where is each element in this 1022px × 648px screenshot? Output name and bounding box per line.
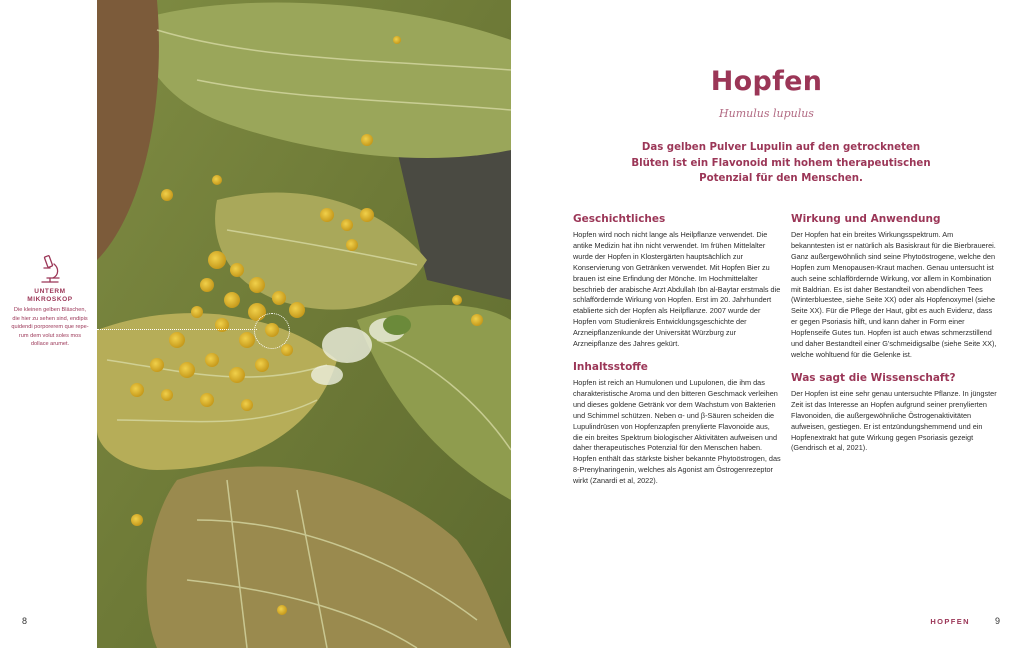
microscope-icon — [37, 254, 63, 284]
heading-history: Geschichtliches — [573, 213, 666, 225]
text-effect: Der Hopfen hat ein breites Wirkungsspektrum. Am bekanntesten ist er natürlich als Basiskraut für die Bierbrauerei. Ganz außergewöhnlich sind seine Phytoöstrogene, welche den Hopfen zum Menopausen-Kraut machen. Genau untersucht ist auch seine schlaffördernde Wirkung, vor allem in Kombination mit Baldrian. Es ist daher Bestandteil von abendlichen Tees (Winterbluestee, siehe Seite XX) oder als Hopfenoxymel (siehe Seite XX). Für die Pflege der Haut, gibt es auch Evidenz, dass er gegen Psoriasis hilft, und kann daher in Form einer Hopfenseife Gutes tun. Hopfen ist auch etwas schmerzstillend und daher Bestandteil einer G'schmeidigsalbe (siehe Seite XX), welche wohltuend für die Gelenke ist. — [791, 230, 997, 359]
latin-name: Humulus lupulus — [719, 107, 814, 120]
heading-effect: Wirkung und Anwendung — [791, 213, 941, 225]
page-number-right: 9 — [994, 616, 1000, 626]
microscope-caption: Die kleinen gelben Bläschen, die hier zu sehen sind, endipis quidendi porporerem que reperum dem volut soles mos dollace arumet. — [11, 307, 89, 348]
microscope-annotation — [10, 254, 90, 349]
microscope-title-line1: UNTERM — [34, 288, 66, 295]
text-ingredients: Hopfen ist reich an Humulonen und Lupulonen, die ihm das charakteristische Aroma und den bitteren Geschmack verleihen und dieses goldene Getränk vor dem Wachstum von Bakterien und Schimmel schützen. Neben α- und β-Säuren scheiden die Lupulindrüsen von Hopfenzapfen prenylierte Flavonoide aus, die ein breites Spektrum biologischer Aktivitäten aufweisen und daher therapeutisches Potenzial für den Menschen haben. Hopfen enthält das stärkste bisher bekannte Phytoöstrogen, das 8-Prenylnaringenin, welches als Agonist am Östrogenrezeptor wirkt (Zanardi et al, 2022). — [573, 377, 781, 486]
column-right — [791, 212, 999, 464]
column-left — [573, 212, 781, 497]
heading-ingredients: Inhaltsstoffe — [573, 360, 648, 373]
microscope-title-line2: MIKROSKOP — [27, 296, 73, 303]
page-number-left: 8 — [22, 616, 28, 626]
callout-dotted-circle — [254, 313, 290, 349]
hop-photo-illustration — [97, 0, 511, 648]
hop-microscope-photo — [97, 0, 511, 648]
lead-paragraph: Das gelben Pulver Lupulin auf den getrockneten Blüten ist ein Flavonoid mit hohem therapeutischen Potenzial für den Menschen. — [631, 142, 931, 184]
right-page — [511, 0, 1022, 648]
text-science: Der Hopfen ist eine sehr genau untersuchte Pflanze. In jüngster Zeit ist das Interesse an Hopfen aufgrund seiner prenylierten Flavonoiden, die außergewöhnliche Östrogenaktivitäten aufweisen, gestiegen. Er ist entzündungshemmend und ein Hopfenextrakt hat gute Wirkung gegen Psoriasis gezeigt (Gendrisch et al, 2021). — [791, 388, 997, 453]
text-history: Hopfen wird noch nicht lange als Heilpflanze verwendet. Die antike Medizin hat ihn nicht verwendet. Im frühen Mittelalter wurde der Hopfen in Klostergärten hauptsächlich zur Konservierung von Getränken verwendet. Mit Hopfen Bier zu brauen ist eine Erfindung der Mönche. Im Hochmittelalter beschrieb der arabische Arzt Abdullah Ibn al-Baytar erstmals die schlaffördernde Wirkung von Hopfen. Erst im 20. Jahrhundert etablierte sich der Hopfen als Heilpflanze. 2007 wurde der Hopfen vom Studienkreis Entwicklungsgeschichte der Arzneipflanzenkunde der Universität Würzburg zur Arzneipflanze des Jahres gekürt. — [573, 230, 781, 349]
running-head: HOPFEN — [930, 617, 970, 626]
callout-dotted-line — [97, 329, 257, 330]
heading-science: Was sagt die Wissenschaft? — [791, 371, 956, 384]
page-title: Hopfen — [710, 66, 823, 97]
